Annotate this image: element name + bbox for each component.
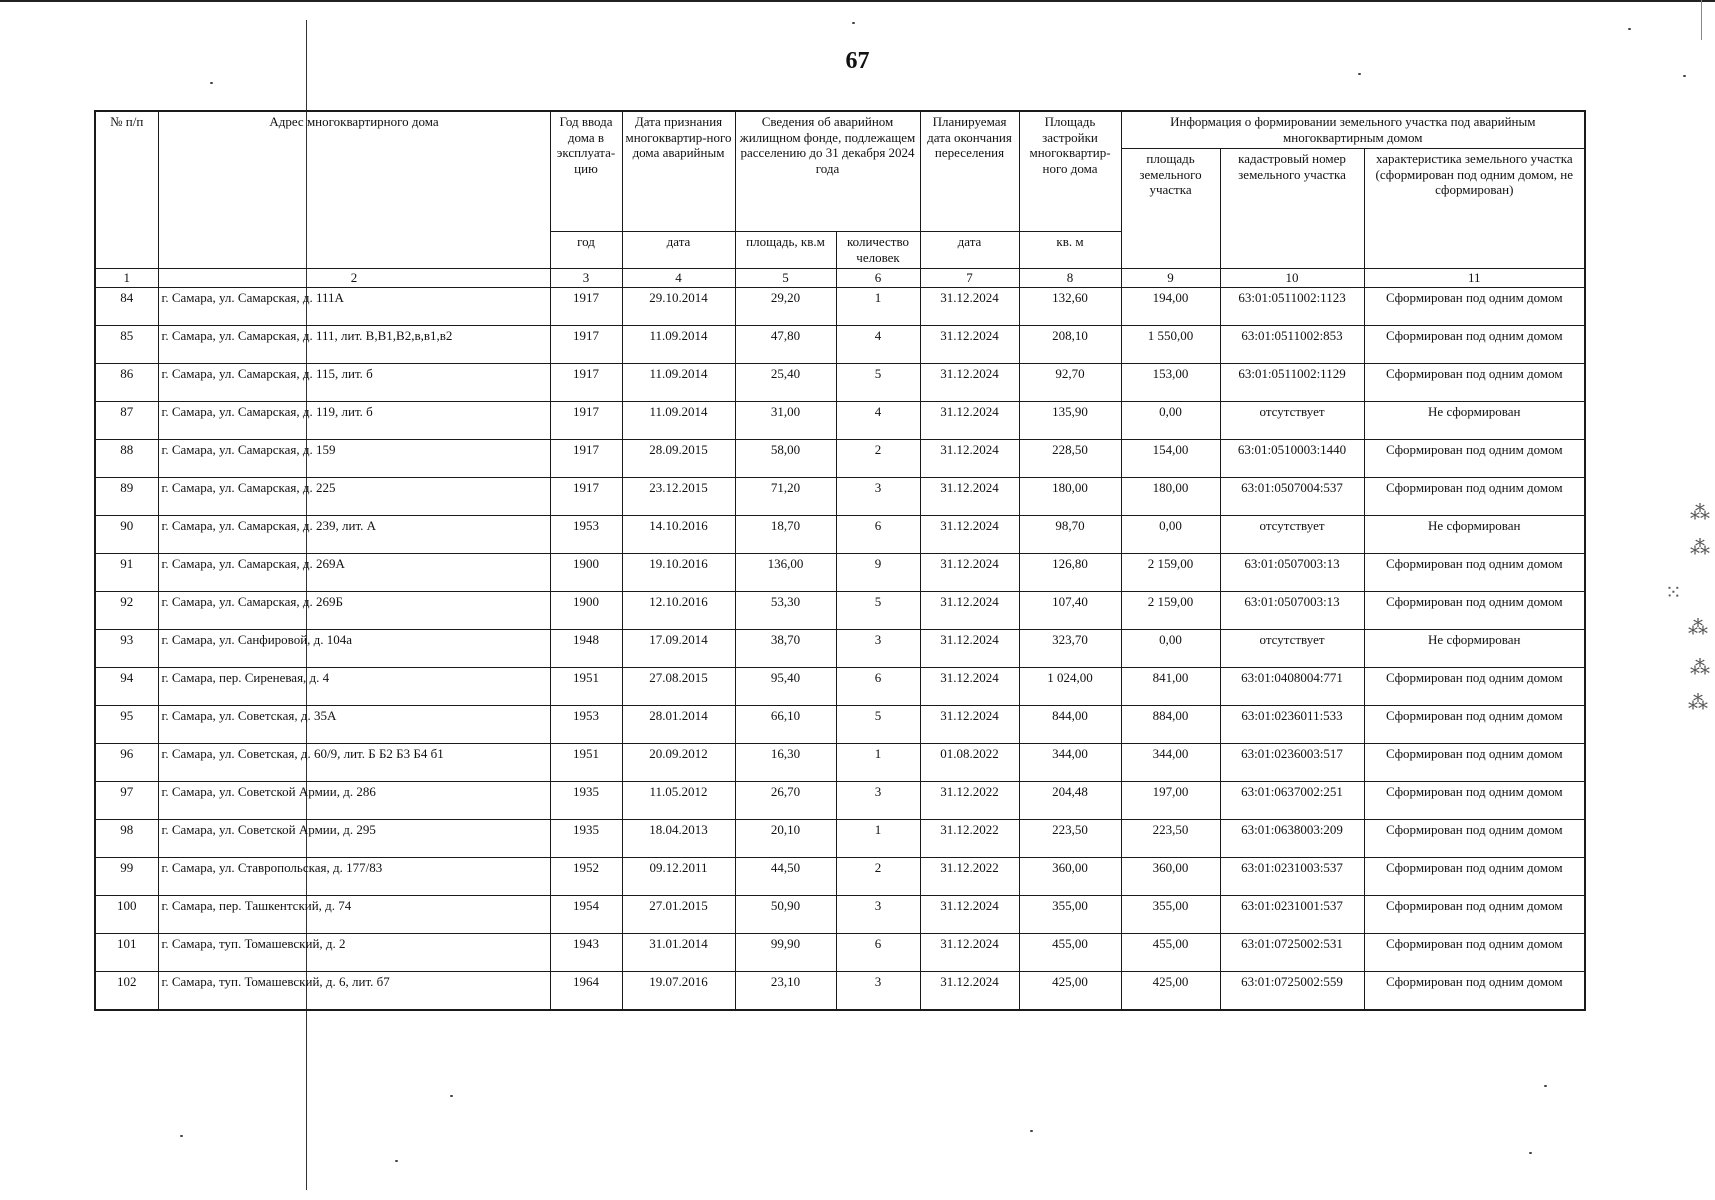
emergency-date-cell: 12.10.2016 xyxy=(622,591,735,629)
people-count-cell: 5 xyxy=(836,363,920,401)
building-area-cell: 135,90 xyxy=(1019,401,1121,439)
land-area-cell: 1 550,00 xyxy=(1121,325,1220,363)
building-area-cell: 344,00 xyxy=(1019,743,1121,781)
table-row xyxy=(95,477,1585,515)
people-count-cell: 6 xyxy=(836,515,920,553)
table-row xyxy=(95,667,1585,705)
land-status-cell: Сформирован под одним домом xyxy=(1364,971,1585,1010)
table-row xyxy=(95,895,1585,933)
people-count-cell: 1 xyxy=(836,743,920,781)
resettle-date-cell: 31.12.2024 xyxy=(920,363,1019,401)
table-row xyxy=(95,971,1585,1010)
building-area-cell: 132,60 xyxy=(1019,287,1121,325)
table-row xyxy=(95,819,1585,857)
table-row xyxy=(95,591,1585,629)
scan-speck xyxy=(852,22,855,24)
row-number: 94 xyxy=(95,667,158,705)
year-cell: 1943 xyxy=(550,933,622,971)
cadastre-number-cell: 63:01:0408004:771 xyxy=(1220,667,1364,705)
year-cell: 1951 xyxy=(550,743,622,781)
building-area-cell: 204,48 xyxy=(1019,781,1121,819)
scan-top-edge xyxy=(0,0,1715,2)
address-cell: г. Самара, ул. Самарская, д. 115, лит. б xyxy=(158,363,550,401)
unit-date: дата xyxy=(622,232,735,269)
column-number-row xyxy=(95,269,1585,288)
header-year-commissioned: Год ввода дома в эксплуата-цию xyxy=(550,111,622,232)
land-status-cell: Не сформирован xyxy=(1364,629,1585,667)
resettle-date-cell: 31.12.2022 xyxy=(920,819,1019,857)
land-status-cell: Сформирован под одним домом xyxy=(1364,781,1585,819)
table-row xyxy=(95,325,1585,363)
land-area-cell: 425,00 xyxy=(1121,971,1220,1010)
emergency-area-cell: 20,10 xyxy=(735,819,836,857)
emergency-date-cell: 27.08.2015 xyxy=(622,667,735,705)
emergency-date-cell: 14.10.2016 xyxy=(622,515,735,553)
emergency-date-cell: 19.10.2016 xyxy=(622,553,735,591)
address-cell: г. Самара, ул. Самарская, д. 111, лит. В,В1,В2,в,в1,в2 xyxy=(158,325,550,363)
land-status-cell: Сформирован под одним домом xyxy=(1364,363,1585,401)
year-cell: 1900 xyxy=(550,591,622,629)
emergency-area-cell: 58,00 xyxy=(735,439,836,477)
row-number: 102 xyxy=(95,971,158,1010)
scan-smudge: ⁂ xyxy=(1688,692,1708,714)
cadastre-number-cell: 63:01:0236011:533 xyxy=(1220,705,1364,743)
people-count-cell: 5 xyxy=(836,591,920,629)
resettle-date-cell: 31.12.2024 xyxy=(920,439,1019,477)
year-cell: 1952 xyxy=(550,857,622,895)
emergency-date-cell: 19.07.2016 xyxy=(622,971,735,1010)
resettle-date-cell: 31.12.2024 xyxy=(920,477,1019,515)
people-count-cell: 2 xyxy=(836,439,920,477)
people-count-cell: 4 xyxy=(836,401,920,439)
address-cell: г. Самара, ул. Самарская, д. 225 xyxy=(158,477,550,515)
emergency-area-cell: 23,10 xyxy=(735,971,836,1010)
address-cell: г. Самара, ул. Самарская, д. 119, лит. б xyxy=(158,401,550,439)
building-area-cell: 107,40 xyxy=(1019,591,1121,629)
building-area-cell: 228,50 xyxy=(1019,439,1121,477)
address-cell: г. Самара, пер. Ташкентский, д. 74 xyxy=(158,895,550,933)
row-number: 97 xyxy=(95,781,158,819)
column-number: 1 xyxy=(95,269,158,288)
header-land-area: площадь земельного участка xyxy=(1121,149,1220,269)
land-area-cell: 884,00 xyxy=(1121,705,1220,743)
emergency-area-cell: 38,70 xyxy=(735,629,836,667)
emergency-area-cell: 16,30 xyxy=(735,743,836,781)
resettle-date-cell: 31.12.2024 xyxy=(920,933,1019,971)
resettle-date-cell: 31.12.2024 xyxy=(920,667,1019,705)
scan-speck xyxy=(450,1095,453,1097)
people-count-cell: 4 xyxy=(836,325,920,363)
column-number: 9 xyxy=(1121,269,1220,288)
row-number: 85 xyxy=(95,325,158,363)
address-cell: г. Самара, туп. Томашевский, д. 6, лит. б7 xyxy=(158,971,550,1010)
cadastre-number-cell: 63:01:0725002:559 xyxy=(1220,971,1364,1010)
building-area-cell: 223,50 xyxy=(1019,819,1121,857)
address-cell: г. Самара, ул. Самарская, д. 111А xyxy=(158,287,550,325)
cadastre-number-cell: 63:01:0507003:13 xyxy=(1220,553,1364,591)
building-area-cell: 844,00 xyxy=(1019,705,1121,743)
building-area-cell: 1 024,00 xyxy=(1019,667,1121,705)
year-cell: 1917 xyxy=(550,439,622,477)
cadastre-number-cell: 63:01:0507004:537 xyxy=(1220,477,1364,515)
emergency-date-cell: 11.05.2012 xyxy=(622,781,735,819)
table-row xyxy=(95,287,1585,325)
row-number: 91 xyxy=(95,553,158,591)
building-area-cell: 360,00 xyxy=(1019,857,1121,895)
emergency-area-cell: 66,10 xyxy=(735,705,836,743)
header-emergency-date: Дата признания многоквартир-ного дома аварийным xyxy=(622,111,735,232)
column-number: 3 xyxy=(550,269,622,288)
land-area-cell: 0,00 xyxy=(1121,629,1220,667)
cadastre-number-cell: отсутствует xyxy=(1220,515,1364,553)
emergency-date-cell: 18.04.2013 xyxy=(622,819,735,857)
land-area-cell: 154,00 xyxy=(1121,439,1220,477)
cadastre-number-cell: 63:01:0231003:537 xyxy=(1220,857,1364,895)
row-number: 100 xyxy=(95,895,158,933)
emergency-date-cell: 20.09.2012 xyxy=(622,743,735,781)
emergency-date-cell: 09.12.2011 xyxy=(622,857,735,895)
scan-speck xyxy=(180,1135,183,1137)
row-number: 86 xyxy=(95,363,158,401)
emergency-date-cell: 27.01.2015 xyxy=(622,895,735,933)
land-area-cell: 194,00 xyxy=(1121,287,1220,325)
land-status-cell: Сформирован под одним домом xyxy=(1364,553,1585,591)
people-count-cell: 3 xyxy=(836,971,920,1010)
land-status-cell: Сформирован под одним домом xyxy=(1364,287,1585,325)
people-count-cell: 3 xyxy=(836,781,920,819)
unit-resettle-date: дата xyxy=(920,232,1019,269)
column-number: 11 xyxy=(1364,269,1585,288)
emergency-area-cell: 44,50 xyxy=(735,857,836,895)
building-area-cell: 98,70 xyxy=(1019,515,1121,553)
land-status-cell: Сформирован под одним домом xyxy=(1364,705,1585,743)
land-area-cell: 360,00 xyxy=(1121,857,1220,895)
emergency-date-cell: 28.09.2015 xyxy=(622,439,735,477)
row-number: 95 xyxy=(95,705,158,743)
people-count-cell: 6 xyxy=(836,933,920,971)
header-building-area: Площадь застройки многоквартир-ного дома xyxy=(1019,111,1121,232)
column-number: 5 xyxy=(735,269,836,288)
building-area-cell: 323,70 xyxy=(1019,629,1121,667)
cadastre-number-cell: 63:01:0511002:853 xyxy=(1220,325,1364,363)
year-cell: 1917 xyxy=(550,401,622,439)
emergency-date-cell: 29.10.2014 xyxy=(622,287,735,325)
building-area-cell: 92,70 xyxy=(1019,363,1121,401)
address-cell: г. Самара, ул. Самарская, д. 269А xyxy=(158,553,550,591)
emergency-area-cell: 95,40 xyxy=(735,667,836,705)
land-status-cell: Не сформирован xyxy=(1364,401,1585,439)
scan-smudge: ⁙ xyxy=(1665,582,1682,604)
cadastre-number-cell: 63:01:0637002:251 xyxy=(1220,781,1364,819)
address-cell: г. Самара, ул. Самарская, д. 239, лит. А xyxy=(158,515,550,553)
emergency-area-cell: 47,80 xyxy=(735,325,836,363)
table-row xyxy=(95,933,1585,971)
table-row xyxy=(95,781,1585,819)
emergency-date-cell: 11.09.2014 xyxy=(622,325,735,363)
year-cell: 1917 xyxy=(550,477,622,515)
year-cell: 1964 xyxy=(550,971,622,1010)
land-status-cell: Сформирован под одним домом xyxy=(1364,325,1585,363)
scan-speck xyxy=(1030,1130,1033,1132)
cadastre-number-cell: 63:01:0511002:1123 xyxy=(1220,287,1364,325)
land-area-cell: 0,00 xyxy=(1121,515,1220,553)
header-address: Адрес многоквартирного дома xyxy=(158,111,550,269)
resettle-date-cell: 31.12.2024 xyxy=(920,895,1019,933)
people-count-cell: 6 xyxy=(836,667,920,705)
land-status-cell: Сформирован под одним домом xyxy=(1364,477,1585,515)
row-number: 84 xyxy=(95,287,158,325)
land-area-cell: 153,00 xyxy=(1121,363,1220,401)
year-cell: 1953 xyxy=(550,705,622,743)
row-number: 89 xyxy=(95,477,158,515)
cadastre-number-cell: 63:01:0638003:209 xyxy=(1220,819,1364,857)
table-row xyxy=(95,705,1585,743)
header-emergency-fund: Сведения об аварийном жилищном фонде, подлежащем расселению до 31 декабря 2024 года xyxy=(735,111,920,232)
scan-smudge: ⁂ xyxy=(1688,617,1708,639)
emergency-area-cell: 31,00 xyxy=(735,401,836,439)
cadastre-number-cell: отсутствует xyxy=(1220,629,1364,667)
people-count-cell: 9 xyxy=(836,553,920,591)
emergency-date-cell: 17.09.2014 xyxy=(622,629,735,667)
scan-smudge: ⁂ xyxy=(1690,502,1710,524)
resettle-date-cell: 31.12.2024 xyxy=(920,629,1019,667)
land-status-cell: Сформирован под одним домом xyxy=(1364,591,1585,629)
land-status-cell: Сформирован под одним домом xyxy=(1364,667,1585,705)
table-row xyxy=(95,439,1585,477)
scan-smudge: ⁂ xyxy=(1690,537,1710,559)
address-cell: г. Самара, ул. Ставропольская, д. 177/83 xyxy=(158,857,550,895)
address-cell: г. Самара, ул. Советской Армии, д. 295 xyxy=(158,819,550,857)
people-count-cell: 3 xyxy=(836,477,920,515)
unit-year: год xyxy=(550,232,622,269)
address-cell: г. Самара, ул. Советская, д. 60/9, лит. Б Б2 Б3 Б4 б1 xyxy=(158,743,550,781)
resettle-date-cell: 31.12.2024 xyxy=(920,591,1019,629)
resettle-date-cell: 31.12.2024 xyxy=(920,705,1019,743)
year-cell: 1900 xyxy=(550,553,622,591)
scan-fold-line-right xyxy=(1701,0,1702,40)
building-area-cell: 208,10 xyxy=(1019,325,1121,363)
table-row xyxy=(95,515,1585,553)
resettle-date-cell: 01.08.2022 xyxy=(920,743,1019,781)
address-cell: г. Самара, ул. Советской Армии, д. 286 xyxy=(158,781,550,819)
column-number: 4 xyxy=(622,269,735,288)
header-row-number: № п/п xyxy=(95,111,158,269)
column-number: 6 xyxy=(836,269,920,288)
page-number: 67 xyxy=(845,48,870,74)
column-number: 8 xyxy=(1019,269,1121,288)
address-cell: г. Самара, туп. Томашевский, д. 2 xyxy=(158,933,550,971)
row-number: 99 xyxy=(95,857,158,895)
land-area-cell: 2 159,00 xyxy=(1121,553,1220,591)
year-cell: 1951 xyxy=(550,667,622,705)
cadastre-number-cell: 63:01:0725002:531 xyxy=(1220,933,1364,971)
resettle-date-cell: 31.12.2022 xyxy=(920,857,1019,895)
column-number: 10 xyxy=(1220,269,1364,288)
header-cadastre-number: кадастровый номер земельного участка xyxy=(1220,149,1364,269)
year-cell: 1917 xyxy=(550,363,622,401)
emergency-area-cell: 71,20 xyxy=(735,477,836,515)
row-number: 96 xyxy=(95,743,158,781)
land-area-cell: 841,00 xyxy=(1121,667,1220,705)
year-cell: 1935 xyxy=(550,819,622,857)
cadastre-number-cell: 63:01:0510003:1440 xyxy=(1220,439,1364,477)
scan-speck xyxy=(1683,75,1686,77)
cadastre-number-cell: 63:01:0507003:13 xyxy=(1220,591,1364,629)
land-status-cell: Сформирован под одним домом xyxy=(1364,933,1585,971)
table-row xyxy=(95,629,1585,667)
address-cell: г. Самара, ул. Самарская, д. 269Б xyxy=(158,591,550,629)
table-row xyxy=(95,363,1585,401)
cadastre-number-cell: отсутствует xyxy=(1220,401,1364,439)
emergency-date-cell: 28.01.2014 xyxy=(622,705,735,743)
people-count-cell: 3 xyxy=(836,895,920,933)
land-status-cell: Сформирован под одним домом xyxy=(1364,895,1585,933)
resettle-date-cell: 31.12.2024 xyxy=(920,971,1019,1010)
emergency-area-cell: 25,40 xyxy=(735,363,836,401)
row-number: 93 xyxy=(95,629,158,667)
unit-sq-m: кв. м xyxy=(1019,232,1121,269)
emergency-housing-table xyxy=(94,110,1586,1011)
scan-smudge: ⁂ xyxy=(1690,657,1710,679)
address-cell: г. Самара, ул. Советская, д. 35А xyxy=(158,705,550,743)
year-cell: 1954 xyxy=(550,895,622,933)
building-area-cell: 355,00 xyxy=(1019,895,1121,933)
row-number: 87 xyxy=(95,401,158,439)
land-status-cell: Не сформирован xyxy=(1364,515,1585,553)
row-number: 98 xyxy=(95,819,158,857)
land-area-cell: 0,00 xyxy=(1121,401,1220,439)
land-area-cell: 2 159,00 xyxy=(1121,591,1220,629)
header-land-characteristic: характеристика земельного участка (сформирован под одним домом, не сформирован) xyxy=(1364,149,1585,269)
scan-speck xyxy=(1529,1152,1532,1154)
row-number: 101 xyxy=(95,933,158,971)
emergency-date-cell: 31.01.2014 xyxy=(622,933,735,971)
unit-people: количество человек xyxy=(836,232,920,269)
emergency-area-cell: 18,70 xyxy=(735,515,836,553)
header-planned-resettlement: Планируемая дата окончания переселения xyxy=(920,111,1019,232)
people-count-cell: 5 xyxy=(836,705,920,743)
resettle-date-cell: 31.12.2024 xyxy=(920,401,1019,439)
resettle-date-cell: 31.12.2022 xyxy=(920,781,1019,819)
land-area-cell: 223,50 xyxy=(1121,819,1220,857)
table-row xyxy=(95,743,1585,781)
people-count-cell: 3 xyxy=(836,629,920,667)
land-area-cell: 455,00 xyxy=(1121,933,1220,971)
land-area-cell: 344,00 xyxy=(1121,743,1220,781)
building-area-cell: 180,00 xyxy=(1019,477,1121,515)
building-area-cell: 425,00 xyxy=(1019,971,1121,1010)
address-cell: г. Самара, ул. Самарская, д. 159 xyxy=(158,439,550,477)
scan-speck xyxy=(1628,28,1631,30)
resettle-date-cell: 31.12.2024 xyxy=(920,515,1019,553)
column-number: 7 xyxy=(920,269,1019,288)
land-status-cell: Сформирован под одним домом xyxy=(1364,439,1585,477)
scan-speck xyxy=(1544,1085,1547,1087)
row-number: 88 xyxy=(95,439,158,477)
land-area-cell: 197,00 xyxy=(1121,781,1220,819)
emergency-area-cell: 99,90 xyxy=(735,933,836,971)
header-land-plot-info: Информация о формировании земельного участка под аварийным многоквартирным домом xyxy=(1121,111,1585,149)
building-area-cell: 455,00 xyxy=(1019,933,1121,971)
people-count-cell: 1 xyxy=(836,819,920,857)
emergency-date-cell: 23.12.2015 xyxy=(622,477,735,515)
people-count-cell: 2 xyxy=(836,857,920,895)
land-status-cell: Сформирован под одним домом xyxy=(1364,743,1585,781)
column-number: 2 xyxy=(158,269,550,288)
unit-area: площадь, кв.м xyxy=(735,232,836,269)
year-cell: 1917 xyxy=(550,287,622,325)
address-cell: г. Самара, пер. Сиреневая, д. 4 xyxy=(158,667,550,705)
table-row xyxy=(95,401,1585,439)
emergency-date-cell: 11.09.2014 xyxy=(622,363,735,401)
emergency-area-cell: 136,00 xyxy=(735,553,836,591)
land-status-cell: Сформирован под одним домом xyxy=(1364,857,1585,895)
land-area-cell: 355,00 xyxy=(1121,895,1220,933)
year-cell: 1948 xyxy=(550,629,622,667)
cadastre-number-cell: 63:01:0231001:537 xyxy=(1220,895,1364,933)
land-status-cell: Сформирован под одним домом xyxy=(1364,819,1585,857)
row-number: 90 xyxy=(95,515,158,553)
year-cell: 1935 xyxy=(550,781,622,819)
resettle-date-cell: 31.12.2024 xyxy=(920,553,1019,591)
scan-speck xyxy=(210,82,213,84)
row-number: 92 xyxy=(95,591,158,629)
resettle-date-cell: 31.12.2024 xyxy=(920,325,1019,363)
cadastre-number-cell: 63:01:0236003:517 xyxy=(1220,743,1364,781)
emergency-area-cell: 53,30 xyxy=(735,591,836,629)
emergency-area-cell: 26,70 xyxy=(735,781,836,819)
year-cell: 1953 xyxy=(550,515,622,553)
emergency-area-cell: 29,20 xyxy=(735,287,836,325)
table-row xyxy=(95,553,1585,591)
scan-speck xyxy=(395,1160,398,1162)
cadastre-number-cell: 63:01:0511002:1129 xyxy=(1220,363,1364,401)
people-count-cell: 1 xyxy=(836,287,920,325)
year-cell: 1917 xyxy=(550,325,622,363)
table-row xyxy=(95,857,1585,895)
address-cell: г. Самара, ул. Санфировой, д. 104а xyxy=(158,629,550,667)
emergency-area-cell: 50,90 xyxy=(735,895,836,933)
resettle-date-cell: 31.12.2024 xyxy=(920,287,1019,325)
building-area-cell: 126,80 xyxy=(1019,553,1121,591)
emergency-date-cell: 11.09.2014 xyxy=(622,401,735,439)
land-area-cell: 180,00 xyxy=(1121,477,1220,515)
